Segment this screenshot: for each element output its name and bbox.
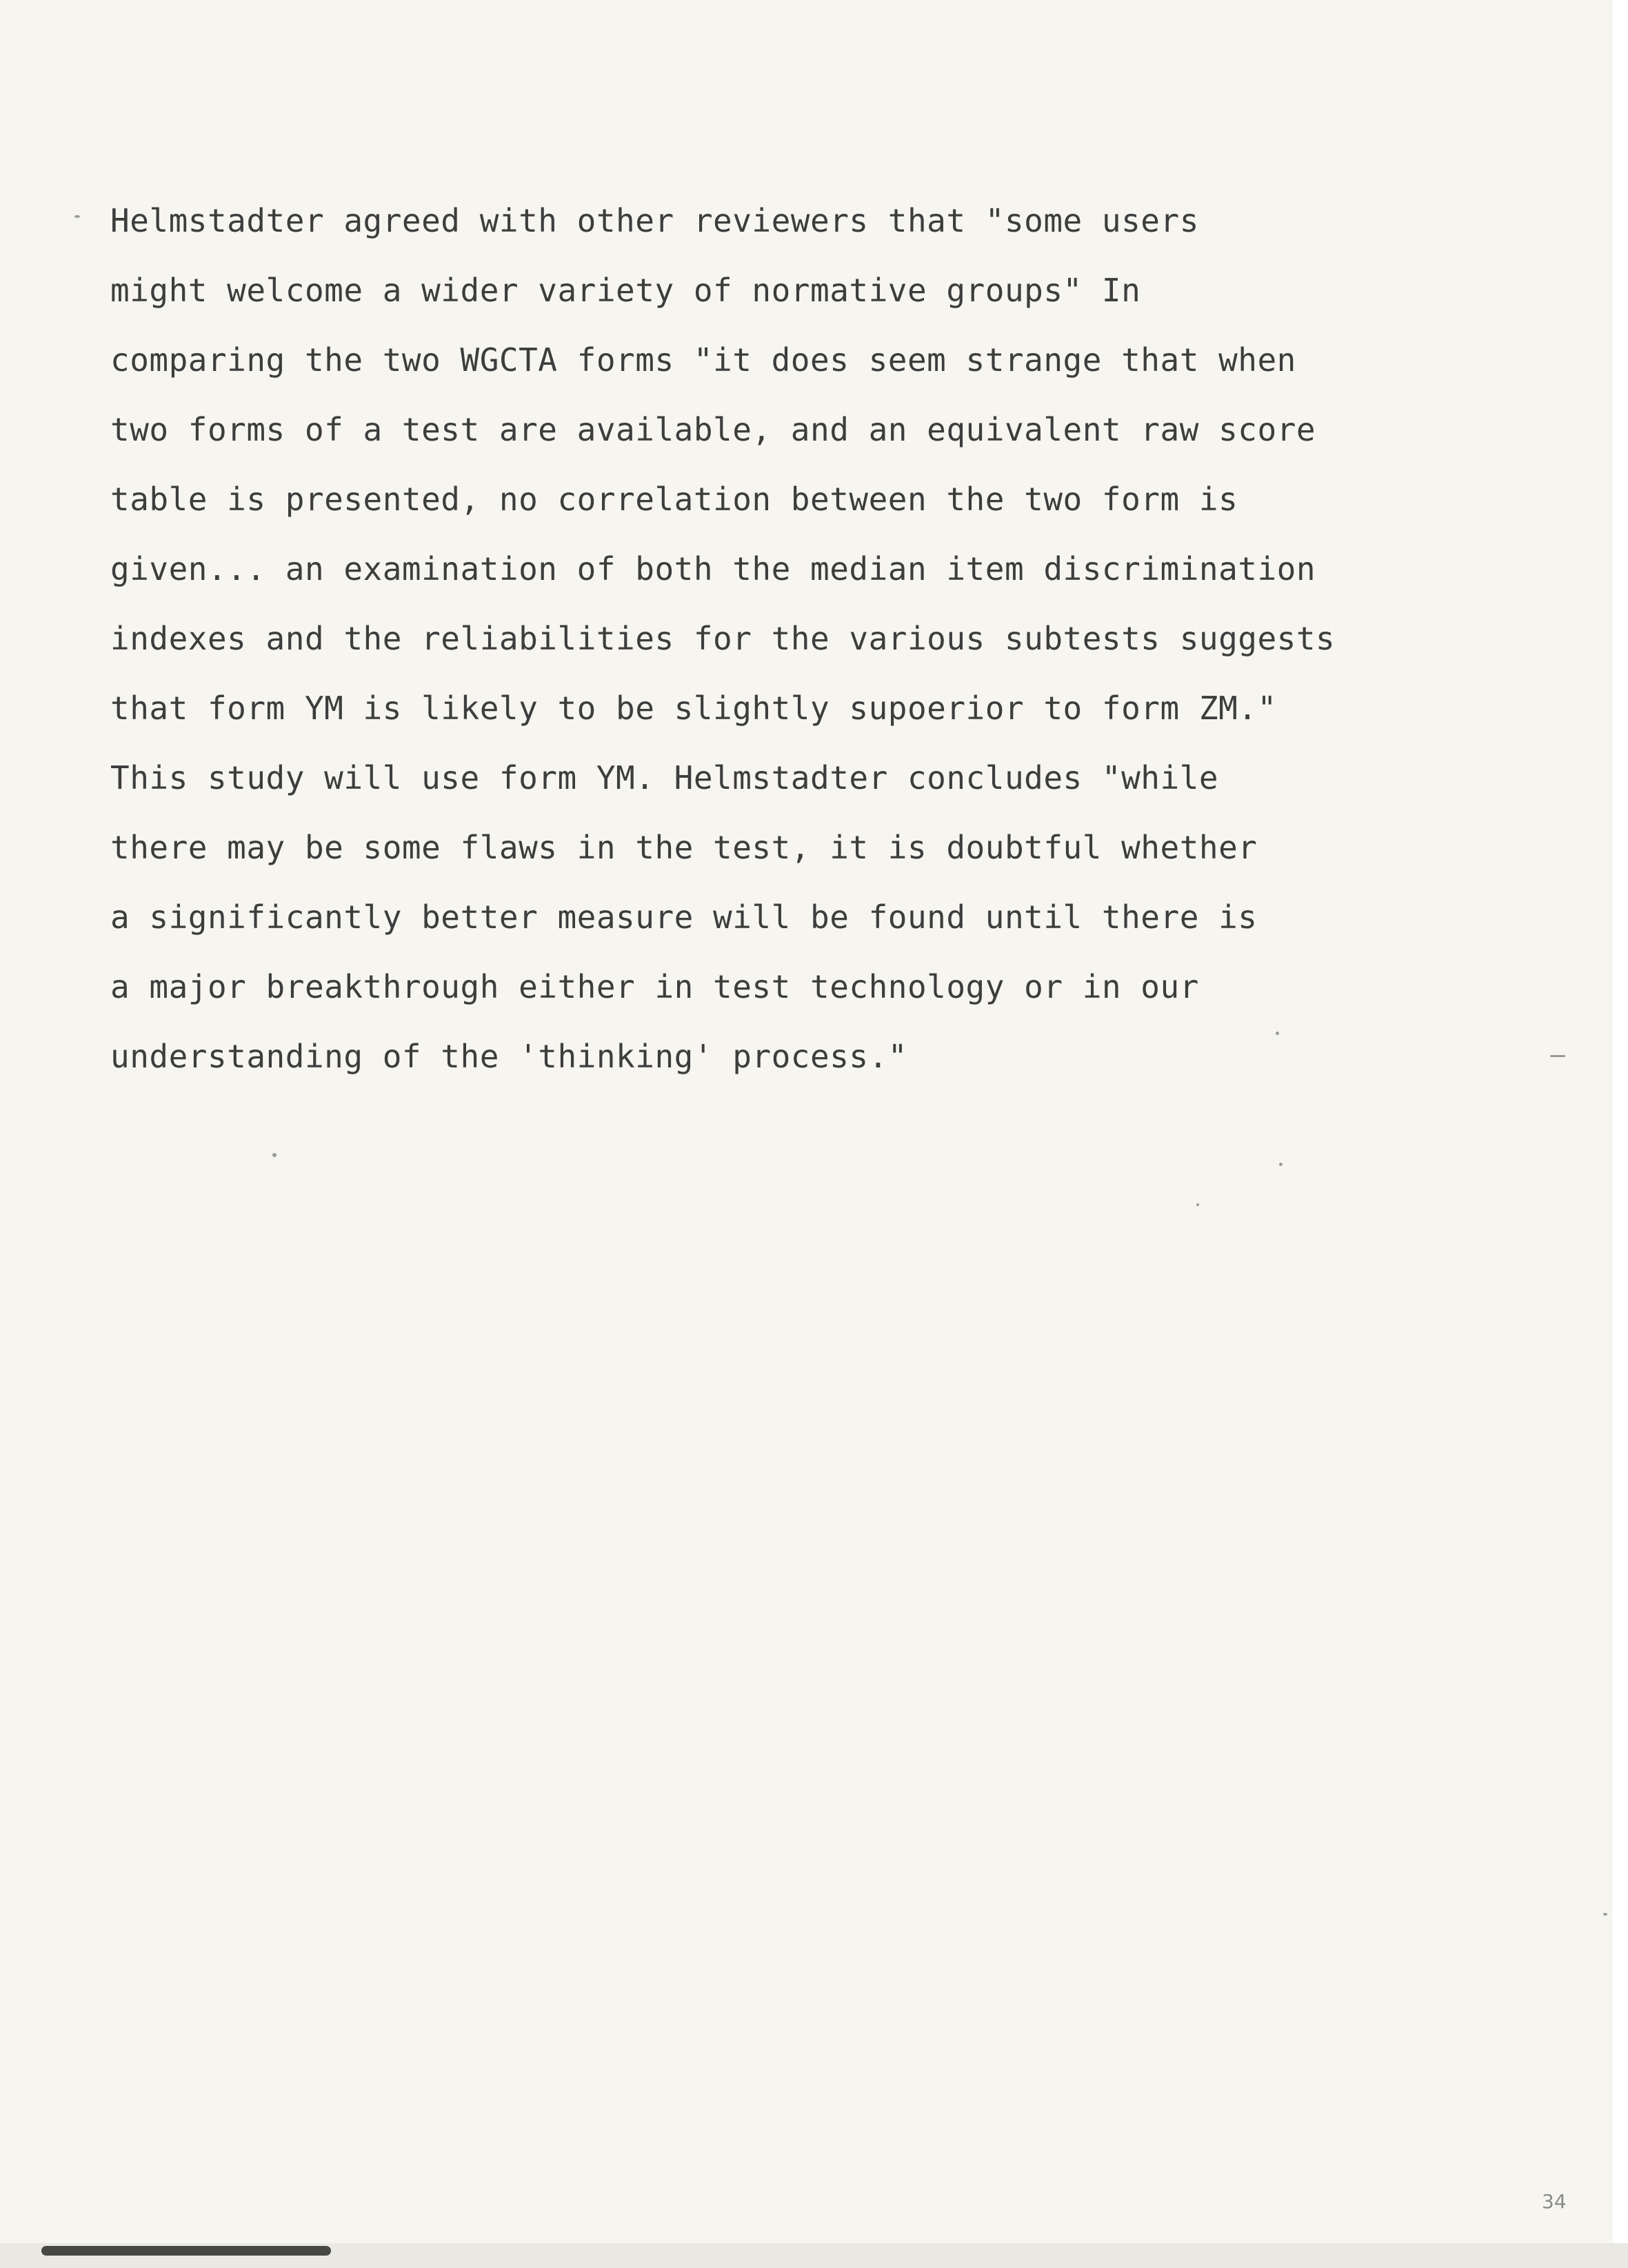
text-line: that form YM is likely to be slightly supoerior to form ZM." bbox=[110, 690, 1277, 727]
paper-speck bbox=[1196, 1203, 1199, 1206]
text-line: indexes and the reliabilities for the various subtests suggests bbox=[110, 620, 1336, 657]
text-line: might welcome a wider variety of normative groups" In bbox=[110, 272, 1141, 309]
paper-speck bbox=[1550, 1055, 1565, 1057]
text-line: two forms of a test are available, and an equivalent raw score bbox=[110, 411, 1316, 448]
scan-shadow bbox=[41, 2246, 331, 2256]
text-line: Helmstadter agreed with other reviewers that "some users bbox=[110, 202, 1199, 239]
text-line: comparing the two WGCTA forms "it does seem strange that when bbox=[110, 341, 1296, 379]
paper-speck bbox=[272, 1153, 277, 1157]
paper-speck bbox=[74, 215, 80, 218]
typewritten-paragraph bbox=[110, 186, 1489, 1092]
text-line: table is presented, no correlation between the two form is bbox=[110, 481, 1238, 518]
page-number: 34 bbox=[1542, 2190, 1567, 2213]
text-line: a major breakthrough either in test technology or in our bbox=[110, 968, 1199, 1005]
paper-right-edge bbox=[1613, 0, 1628, 2268]
text-line: This study will use form YM. Helmstadter concludes "while bbox=[110, 759, 1219, 796]
text-line: understanding of the 'thinking' process." bbox=[110, 1038, 907, 1075]
text-line: a significantly better measure will be found until there is bbox=[110, 899, 1258, 936]
paper-speck bbox=[1279, 1163, 1283, 1166]
text-line: given... an examination of both the median item discrimination bbox=[110, 550, 1316, 588]
text-line: there may be some flaws in the test, it is doubtful whether bbox=[110, 829, 1258, 866]
paper-speck bbox=[1603, 1913, 1607, 1916]
